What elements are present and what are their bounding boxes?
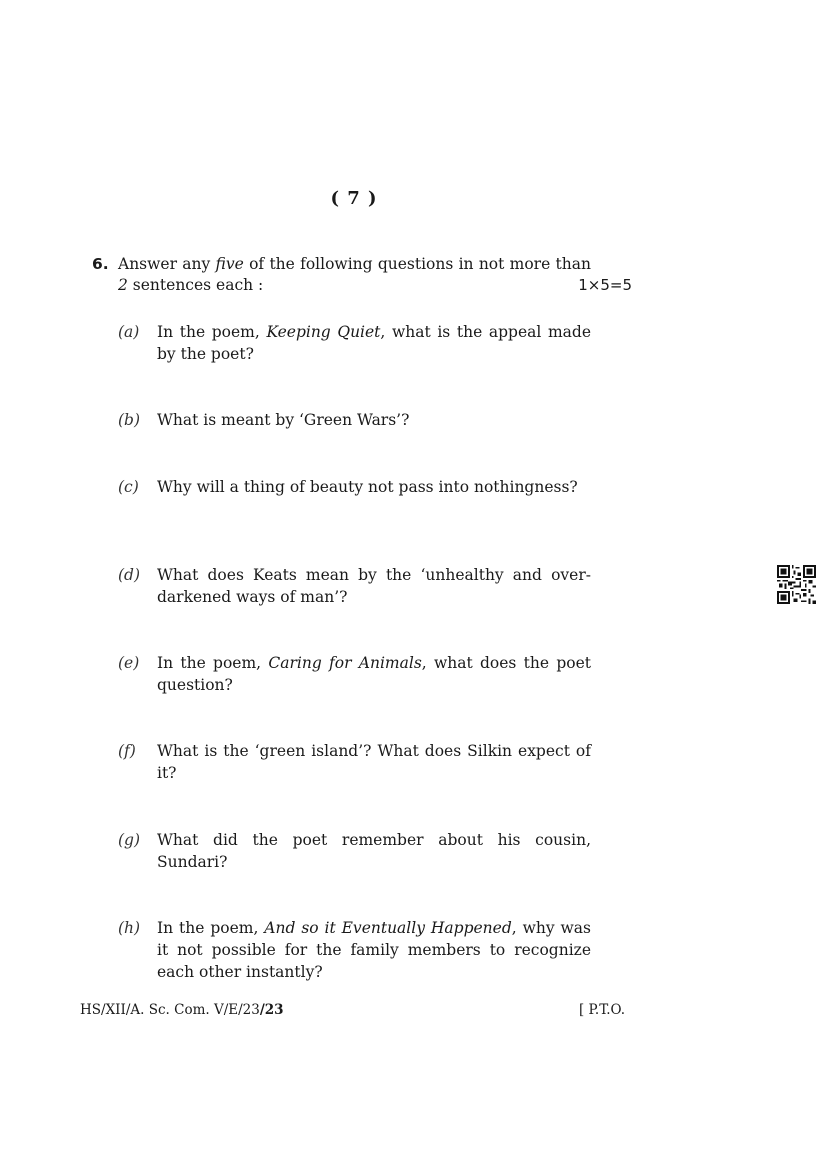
poem-title: Caring for Animals — [268, 654, 422, 672]
pto-label: [ P.T.O. — [579, 1002, 626, 1018]
text-post: , what does the poet question? — [157, 654, 591, 694]
subquestion-label: (d) — [118, 566, 141, 584]
instruction-before: Answer any — [118, 255, 216, 273]
instruction-after: sentences each : — [127, 276, 264, 294]
text-pre: Why will a thing of beauty not pass into nothingness? — [157, 478, 578, 496]
text-pre: What is meant by ‘Green Wars’? — [157, 411, 410, 429]
subquestion-label: (e) — [118, 654, 140, 672]
text-pre: What does Keats mean by the ‘unhealthy and over-darkened ways of man’? — [157, 566, 591, 606]
subquestion-label: (f) — [118, 742, 136, 760]
paper-code-bold: /23 — [259, 1002, 284, 1018]
text-pre: In the poem, — [157, 919, 265, 937]
text-pre: In the poem, — [157, 323, 267, 341]
subquestion-label: (b) — [118, 411, 141, 429]
subquestion-text — [157, 917, 591, 983]
text-pre: What is the ‘green island’? What does Silkin expect of it? — [157, 742, 591, 782]
text-post: , what is the appeal made by the poet? — [157, 323, 591, 363]
subquestion-text — [157, 476, 591, 498]
subquestion-label: (h) — [118, 919, 141, 937]
subquestion-text — [157, 409, 591, 431]
question-number: 6. — [92, 255, 109, 273]
question-marks: 1×5=5 — [578, 276, 632, 294]
poem-title: And so it Eventually Happened — [264, 919, 512, 937]
subquestion-text — [157, 652, 591, 696]
instruction-emph: five — [215, 255, 244, 273]
qr-code-icon — [777, 565, 816, 604]
page-number: ( 7 ) — [330, 188, 378, 209]
subquestion-label: (a) — [118, 323, 140, 341]
subquestion-text — [157, 740, 591, 784]
instruction-mid: of the following questions in not more than — [243, 255, 591, 273]
subquestion-label: (g) — [118, 831, 141, 849]
paper-code-text: HS/XII/A. Sc. Com. V/E/23 — [80, 1002, 260, 1018]
subquestion-text — [157, 321, 591, 365]
paper-code — [80, 1002, 284, 1018]
instruction-emph2: 2 — [118, 276, 128, 294]
subquestion-label: (c) — [118, 478, 139, 496]
question-instruction — [118, 254, 591, 296]
subquestion-text — [157, 564, 591, 608]
subquestion-text — [157, 829, 591, 873]
poem-title: Keeping Quiet — [266, 323, 381, 341]
text-pre: What did the poet remember about his cousin, Sundari? — [157, 831, 591, 871]
text-post: , why was it not possible for the family members to recognize each other instantly? — [157, 919, 591, 981]
text-pre: In the poem, — [157, 654, 269, 672]
